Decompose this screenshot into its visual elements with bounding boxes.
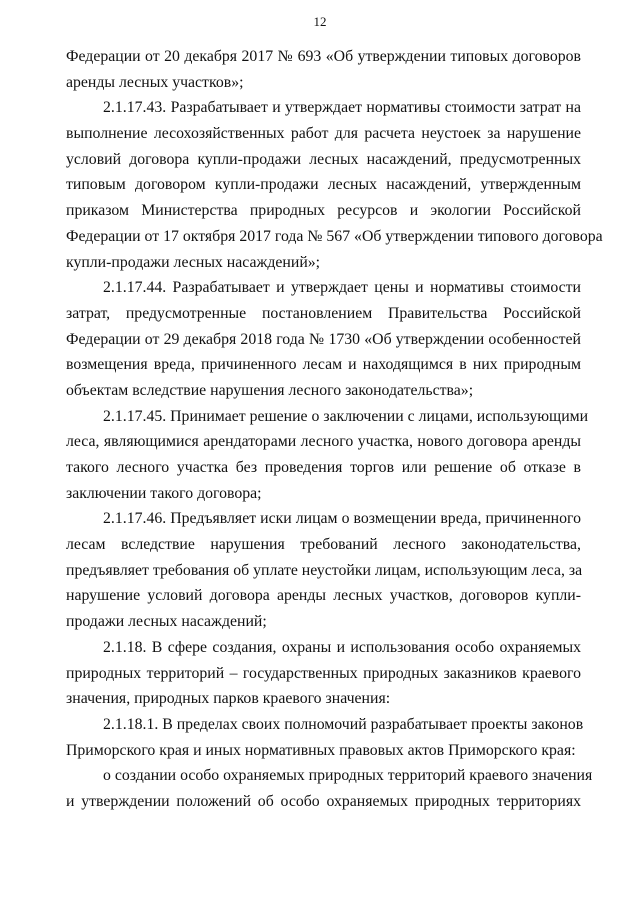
paragraph (66, 404, 589, 507)
text-line: Приморского края и иных нормативных правовых актов Приморского края: (66, 741, 576, 759)
text-line: объектам вследствие нарушения лесного законодательства»; (66, 381, 474, 399)
text-line: заключении такого договора; (66, 484, 262, 502)
text-line: условий договора купли-продажи лесных насаждений, предусмотренных (66, 150, 581, 168)
text-line: 2.1.17.46. Предъявляет иски лицам о возмещении вреда, причиненного (103, 510, 581, 528)
text-line: Федерации от 29 декабря 2018 года № 1730 «Об утверждении особенностей (66, 330, 581, 348)
text-line: типовым договором купли-продажи лесных насаждений, утвержденным (66, 176, 581, 194)
text-line: о создании особо охраняемых природных территорий краевого значения (103, 767, 593, 785)
text-line: 2.1.17.43. Разрабатывает и утверждает нормативы стоимости затрат на (103, 99, 581, 117)
text-line: и утверждении положений об особо охраняемых природных территориях (66, 792, 581, 810)
text-line: природных территорий – государственных природных заказников краевого (66, 664, 581, 682)
text-line: купли-продажи лесных насаждений»; (66, 253, 321, 271)
paragraph (66, 44, 581, 95)
paragraph (66, 635, 581, 712)
paragraph (66, 712, 584, 763)
text-line: 2.1.18. В сфере создания, охраны и использования особо охраняемых (103, 638, 581, 656)
text-line: предъявляет требования об уплате неустойки лицам, использующим леса, за (66, 561, 583, 579)
paragraph (66, 763, 593, 814)
text-line: лесам вследствие нарушения требований лесного законодательства, (66, 536, 581, 554)
text-line: такого лесного участка без проведения торгов или решение об отказе в (66, 459, 581, 476)
page-number: 12 (313, 14, 327, 29)
text-line: продажи лесных насаждений; (66, 613, 267, 631)
text-line: леса, являющимися арендаторами лесного участка, нового договора аренды (66, 433, 581, 451)
text-line: аренды лесных участков»; (66, 73, 244, 91)
paragraph (66, 506, 581, 634)
paragraph (66, 275, 581, 403)
text-line: возмещения вреда, причиненного лесам и находящимся в них природным (66, 356, 581, 374)
text-line: Федерации от 20 декабря 2017 № 693 «Об утверждении типовых договоров (66, 48, 581, 65)
text-line: 2.1.17.44. Разрабатывает и утверждает цены и нормативы стоимости (103, 279, 581, 297)
text-line: 2.1.18.1. В пределах своих полномочий разрабатывает проекты законов (103, 715, 584, 733)
document-body (66, 44, 603, 815)
text-line: затрат, предусмотренные постановлением Правительства Российской (66, 304, 581, 322)
text-line: значения, природных парков краевого значения: (66, 690, 391, 708)
paragraph (66, 95, 603, 275)
text-line: нарушение условий договора аренды лесных участков, договоров купли- (66, 587, 581, 605)
text-line: 2.1.17.45. Принимает решение о заключении с лицами, использующими (103, 407, 589, 425)
text-line: приказом Министерства природных ресурсов и экологии Российской (66, 202, 581, 220)
text-line: выполнение лесохозяйственных работ для расчета неустоек за нарушение (66, 125, 581, 143)
text-line: Федерации от 17 октября 2017 года № 567 «Об утверждении типового договора (66, 227, 603, 245)
